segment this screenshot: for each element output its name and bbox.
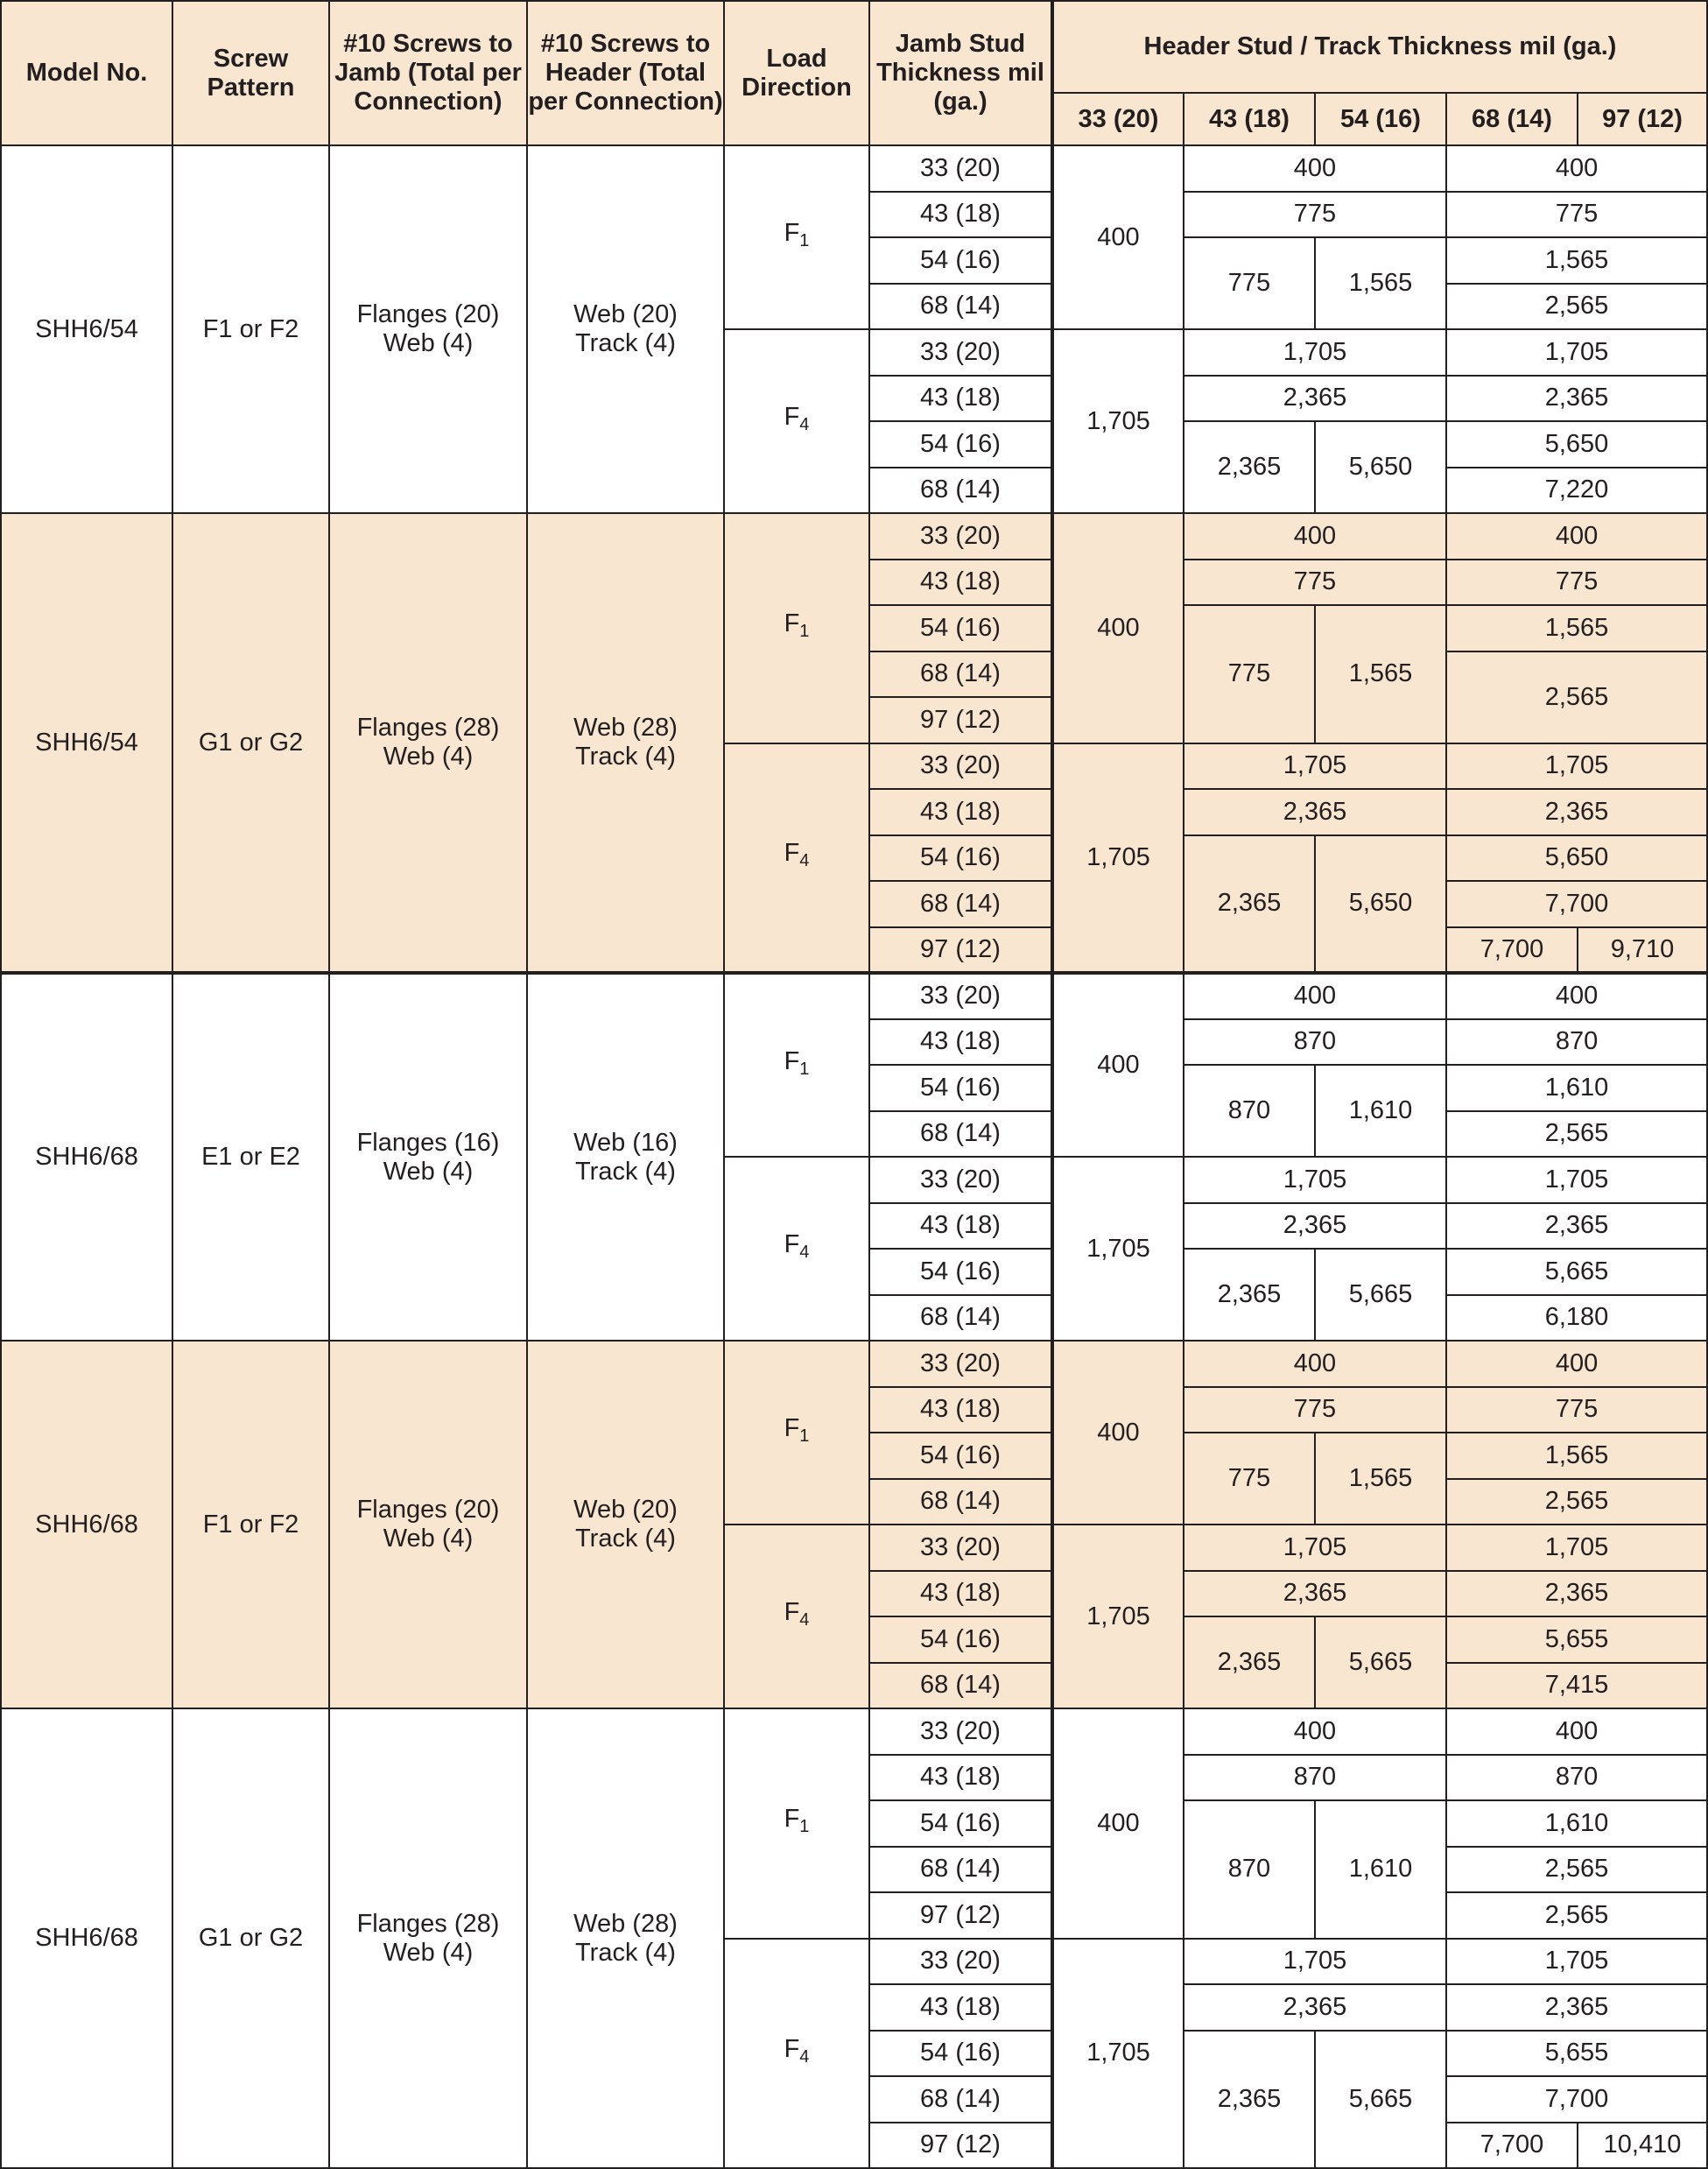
value-68-97-cell: 7,220 <box>1446 468 1707 514</box>
value-33-cell: 400 <box>1052 513 1184 743</box>
jamb-thickness-cell: 97 (12) <box>869 927 1052 974</box>
jamb-thickness-cell: 54 (16) <box>869 237 1052 284</box>
jamb-line: Flanges (20) <box>356 1496 500 1524</box>
jamb-thickness-cell: 68 (14) <box>869 881 1052 927</box>
table-row <box>1 513 1707 560</box>
value-43-cell: 2,365 <box>1184 421 1315 513</box>
jamb-line: Web (4) <box>383 1157 474 1186</box>
jamb-thickness-cell: 33 (20) <box>869 1939 1052 1985</box>
value-68-97-cell: 1,565 <box>1446 237 1707 284</box>
value-43-54-cell: 1,705 <box>1184 743 1446 790</box>
jamb-thickness-cell: 43 (18) <box>869 1984 1052 2031</box>
value-68-97-cell: 2,365 <box>1446 789 1707 835</box>
header-line: Track (4) <box>575 1938 676 1967</box>
jamb-thickness-cell: 43 (18) <box>869 1387 1052 1433</box>
header-gauge: 68 (14) <box>1446 93 1578 145</box>
value-68-97-cell: 2,565 <box>1446 1892 1707 1939</box>
jamb-thickness-cell: 54 (16) <box>869 1065 1052 1111</box>
load-direction-cell <box>724 973 869 1157</box>
value-43-cell: 2,365 <box>1184 835 1315 974</box>
jamb-thickness-cell: 33 (20) <box>869 329 1052 376</box>
jamb-thickness-cell: 43 (18) <box>869 192 1052 238</box>
load-direction-cell <box>724 513 869 743</box>
value-43-cell: 775 <box>1184 1433 1315 1525</box>
header-line: Track (4) <box>575 1525 676 1553</box>
value-68-97-cell: 400 <box>1446 513 1707 560</box>
value-68-97-cell: 1,705 <box>1446 1525 1707 1571</box>
load-direction-label: F <box>784 1414 800 1442</box>
value-68-97-cell: 2,565 <box>1446 1479 1707 1525</box>
load-direction-subscript: 1 <box>799 1426 810 1446</box>
load-direction-subscript: 4 <box>799 2046 810 2067</box>
load-direction-subscript: 1 <box>799 1059 810 1079</box>
value-68-cell: 7,700 <box>1446 927 1578 974</box>
value-43-54-cell: 400 <box>1184 1708 1446 1755</box>
load-direction-label: F <box>784 1805 800 1834</box>
value-68-97-cell: 6,180 <box>1446 1295 1707 1342</box>
value-68-97-cell: 1,705 <box>1446 1939 1707 1985</box>
value-43-54-cell: 400 <box>1184 145 1446 192</box>
value-43-54-cell: 400 <box>1184 513 1446 560</box>
header-gauge: 54 (16) <box>1315 93 1446 145</box>
value-97-cell: 10,410 <box>1578 2123 1707 2169</box>
jamb-thickness-cell: 33 (20) <box>869 145 1052 192</box>
value-43-54-cell: 2,365 <box>1184 376 1446 422</box>
jamb-thickness-cell: 33 (20) <box>869 1525 1052 1571</box>
value-43-cell: 775 <box>1184 605 1315 743</box>
group-3 <box>1 1341 1707 1708</box>
group-2 <box>1 973 1707 1341</box>
value-43-54-cell: 2,365 <box>1184 1571 1446 1617</box>
jamb-line: Web (4) <box>383 1525 474 1553</box>
value-43-54-cell: 1,705 <box>1184 1157 1446 1203</box>
jamb-thickness-cell: 68 (14) <box>869 284 1052 330</box>
value-33-cell: 400 <box>1052 1708 1184 1939</box>
jamb-line: Flanges (16) <box>356 1128 500 1157</box>
screws-to-jamb-cell <box>329 1708 527 2168</box>
jamb-thickness-cell: 33 (20) <box>869 1157 1052 1203</box>
jamb-line: Flanges (20) <box>356 300 500 328</box>
value-68-97-cell: 2,365 <box>1446 1203 1707 1250</box>
jamb-thickness-cell: 68 (14) <box>869 1847 1052 1893</box>
jamb-line: Web (4) <box>383 1938 474 1967</box>
header-load-direction: Load Direction <box>724 1 869 145</box>
header-gauge: 33 (20) <box>1052 93 1184 145</box>
value-54-cell: 1,565 <box>1315 237 1446 329</box>
value-43-cell: 870 <box>1184 1800 1315 1939</box>
value-68-97-cell: 400 <box>1446 973 1707 1019</box>
screws-to-header-cell <box>527 145 724 513</box>
load-direction-cell <box>724 1708 869 1939</box>
value-33-cell: 1,705 <box>1052 329 1184 513</box>
jamb-thickness-cell: 54 (16) <box>869 1616 1052 1663</box>
load-direction-subscript: 1 <box>799 622 810 642</box>
table-row <box>1 1708 1707 1755</box>
value-68-97-cell: 5,650 <box>1446 421 1707 468</box>
load-direction-cell <box>724 1157 869 1341</box>
jamb-line: Flanges (28) <box>356 1909 500 1938</box>
value-54-cell: 1,610 <box>1315 1800 1446 1939</box>
screws-to-header-cell <box>527 1341 724 1708</box>
value-33-cell: 1,705 <box>1052 743 1184 974</box>
jamb-thickness-cell: 33 (20) <box>869 513 1052 560</box>
header-jamb-thickness: Jamb Stud Thickness mil (ga.) <box>869 1 1052 145</box>
header-gauge: 97 (12) <box>1578 93 1707 145</box>
jamb-thickness-cell: 68 (14) <box>869 651 1052 698</box>
header-line: Track (4) <box>575 329 676 357</box>
value-43-54-cell: 775 <box>1184 1387 1446 1433</box>
header-header-thickness: Header Stud / Track Thickness mil (ga.) <box>1052 1 1707 93</box>
value-68-97-cell: 775 <box>1446 560 1707 606</box>
load-direction-cell <box>724 329 869 513</box>
load-direction-cell <box>724 1939 869 2169</box>
header-line: Track (4) <box>575 743 676 771</box>
value-43-54-cell: 1,705 <box>1184 1525 1446 1571</box>
value-68-97-cell: 2,365 <box>1446 1984 1707 2031</box>
value-43-54-cell: 2,365 <box>1184 1984 1446 2031</box>
model-cell: SHH6/68 <box>1 1341 172 1708</box>
header-screws-to-jamb: #10 Screws to Jamb (Total per Connection) <box>329 1 527 145</box>
load-direction-cell <box>724 1341 869 1525</box>
jamb-thickness-cell: 54 (16) <box>869 835 1052 882</box>
value-68-97-cell: 7,700 <box>1446 2076 1707 2123</box>
value-68-97-cell: 2,565 <box>1446 1111 1707 1158</box>
value-68-97-cell: 870 <box>1446 1755 1707 1801</box>
jamb-thickness-cell: 43 (18) <box>869 560 1052 606</box>
table-row <box>1 1341 1707 1387</box>
table-row <box>1 145 1707 192</box>
value-68-97-cell: 5,665 <box>1446 1249 1707 1295</box>
screw-pattern-cell: F1 or F2 <box>172 1341 329 1708</box>
load-direction-subscript: 4 <box>799 851 810 871</box>
value-43-cell: 775 <box>1184 237 1315 329</box>
header-line: Web (20) <box>573 1496 678 1524</box>
value-54-cell: 5,665 <box>1315 2031 1446 2169</box>
value-68-97-cell: 5,655 <box>1446 1616 1707 1663</box>
value-43-54-cell: 400 <box>1184 1341 1446 1387</box>
value-33-cell: 400 <box>1052 973 1184 1157</box>
value-43-54-cell: 400 <box>1184 973 1446 1019</box>
value-43-54-cell: 775 <box>1184 560 1446 606</box>
load-direction-label: F <box>784 1598 800 1626</box>
jamb-thickness-cell: 54 (16) <box>869 2031 1052 2077</box>
header-line: Web (28) <box>573 1909 678 1938</box>
value-33-cell: 1,705 <box>1052 1157 1184 1341</box>
header-screw-pattern: Screw Pattern <box>172 1 329 145</box>
value-68-97-cell: 5,650 <box>1446 835 1707 882</box>
value-43-cell: 2,365 <box>1184 1249 1315 1341</box>
screw-pattern-cell: F1 or F2 <box>172 145 329 513</box>
jamb-thickness-cell: 33 (20) <box>869 1708 1052 1755</box>
screws-to-header-cell <box>527 513 724 973</box>
value-68-97-cell: 2,365 <box>1446 376 1707 422</box>
group-1 <box>1 513 1707 973</box>
jamb-thickness-cell: 97 (12) <box>869 697 1052 743</box>
header-line: Track (4) <box>575 1157 676 1186</box>
load-direction-label: F <box>784 609 800 638</box>
screw-pattern-cell: E1 or E2 <box>172 973 329 1341</box>
group-4 <box>1 1708 1707 2168</box>
header-screws-to-header: #10 Screws to Header (Total per Connection) <box>527 1 724 145</box>
jamb-thickness-cell: 43 (18) <box>869 1203 1052 1250</box>
screw-pattern-cell: G1 or G2 <box>172 513 329 973</box>
load-direction-label: F <box>784 839 800 868</box>
value-54-cell: 5,665 <box>1315 1249 1446 1341</box>
jamb-thickness-cell: 54 (16) <box>869 421 1052 468</box>
jamb-thickness-cell: 97 (12) <box>869 2123 1052 2169</box>
value-54-cell: 5,650 <box>1315 835 1446 974</box>
jamb-line: Web (4) <box>383 329 474 357</box>
jamb-line: Web (4) <box>383 743 474 771</box>
table-row <box>1 973 1707 1019</box>
value-54-cell: 1,565 <box>1315 605 1446 743</box>
value-68-97-cell: 775 <box>1446 1387 1707 1433</box>
load-direction-cell <box>724 145 869 329</box>
load-direction-cell <box>724 1525 869 1708</box>
jamb-thickness-cell: 33 (20) <box>869 1341 1052 1387</box>
jamb-thickness-cell: 68 (14) <box>869 1295 1052 1342</box>
jamb-thickness-cell: 68 (14) <box>869 1479 1052 1525</box>
value-43-54-cell: 2,365 <box>1184 789 1446 835</box>
load-direction-subscript: 1 <box>799 231 810 250</box>
screw-pattern-cell: G1 or G2 <box>172 1708 329 2168</box>
value-68-97-cell: 1,610 <box>1446 1800 1707 1847</box>
value-43-54-cell: 2,365 <box>1184 1203 1446 1250</box>
header-gauge: 43 (18) <box>1184 93 1315 145</box>
load-direction-label: F <box>784 1046 800 1075</box>
value-68-97-cell: 2,565 <box>1446 284 1707 330</box>
screws-to-header-cell <box>527 973 724 1341</box>
header-line: Web (20) <box>573 300 678 328</box>
value-68-97-cell: 1,565 <box>1446 605 1707 651</box>
value-33-cell: 400 <box>1052 145 1184 329</box>
value-68-97-cell: 7,415 <box>1446 1663 1707 1709</box>
value-43-cell: 2,365 <box>1184 2031 1315 2169</box>
value-33-cell: 400 <box>1052 1341 1184 1525</box>
value-68-97-cell: 1,705 <box>1446 329 1707 376</box>
value-68-97-cell: 5,655 <box>1446 2031 1707 2077</box>
value-97-cell: 9,710 <box>1578 927 1707 974</box>
value-68-97-cell: 400 <box>1446 145 1707 192</box>
value-68-cell: 7,700 <box>1446 2123 1578 2169</box>
jamb-thickness-cell: 33 (20) <box>869 973 1052 1019</box>
jamb-thickness-cell: 43 (18) <box>869 1571 1052 1617</box>
jamb-thickness-cell: 43 (18) <box>869 1755 1052 1801</box>
value-33-cell: 1,705 <box>1052 1525 1184 1708</box>
value-43-cell: 2,365 <box>1184 1616 1315 1708</box>
value-68-97-cell: 400 <box>1446 1708 1707 1755</box>
value-54-cell: 1,565 <box>1315 1433 1446 1525</box>
value-54-cell: 5,665 <box>1315 1616 1446 1708</box>
value-68-97-cell: 1,705 <box>1446 743 1707 790</box>
value-68-97-cell: 1,705 <box>1446 1157 1707 1203</box>
value-68-97-cell: 2,365 <box>1446 1571 1707 1617</box>
jamb-line: Flanges (28) <box>356 714 500 742</box>
model-cell: SHH6/68 <box>1 973 172 1341</box>
value-68-97-cell: 400 <box>1446 1341 1707 1387</box>
value-54-cell: 5,650 <box>1315 421 1446 513</box>
value-43-54-cell: 870 <box>1184 1019 1446 1066</box>
header-line: Web (28) <box>573 714 678 742</box>
load-direction-subscript: 4 <box>799 415 810 434</box>
load-direction-label: F <box>784 403 800 431</box>
value-68-97-cell: 1,610 <box>1446 1065 1707 1111</box>
value-68-97-cell: 2,565 <box>1446 651 1707 743</box>
screws-to-jamb-cell <box>329 145 527 513</box>
jamb-thickness-cell: 68 (14) <box>869 1111 1052 1158</box>
jamb-thickness-cell: 54 (16) <box>869 1433 1052 1479</box>
load-direction-cell <box>724 743 869 974</box>
screws-to-jamb-cell <box>329 513 527 973</box>
load-direction-subscript: 4 <box>799 1243 810 1262</box>
value-54-cell: 1,610 <box>1315 1065 1446 1157</box>
jamb-thickness-cell: 43 (18) <box>869 789 1052 835</box>
jamb-thickness-cell: 97 (12) <box>869 1892 1052 1939</box>
jamb-thickness-cell: 33 (20) <box>869 743 1052 790</box>
load-direction-subscript: 4 <box>799 1610 810 1630</box>
value-68-97-cell: 2,565 <box>1446 1847 1707 1893</box>
load-direction-label: F <box>784 219 800 247</box>
value-43-54-cell: 1,705 <box>1184 1939 1446 1985</box>
load-direction-subscript: 1 <box>799 1817 810 1837</box>
jamb-thickness-cell: 68 (14) <box>869 1663 1052 1709</box>
load-direction-label: F <box>784 1230 800 1258</box>
jamb-thickness-cell: 43 (18) <box>869 1019 1052 1066</box>
group-0 <box>1 145 1707 513</box>
model-cell: SHH6/68 <box>1 1708 172 2168</box>
model-cell: SHH6/54 <box>1 145 172 513</box>
jamb-thickness-cell: 54 (16) <box>869 1249 1052 1295</box>
value-43-54-cell: 870 <box>1184 1755 1446 1801</box>
jamb-thickness-cell: 54 (16) <box>869 605 1052 651</box>
value-68-97-cell: 7,700 <box>1446 881 1707 927</box>
load-direction-label: F <box>784 2034 800 2063</box>
value-68-97-cell: 870 <box>1446 1019 1707 1066</box>
value-33-cell: 1,705 <box>1052 1939 1184 2169</box>
value-43-54-cell: 1,705 <box>1184 329 1446 376</box>
value-68-97-cell: 1,565 <box>1446 1433 1707 1479</box>
value-68-97-cell: 775 <box>1446 192 1707 238</box>
jamb-thickness-cell: 43 (18) <box>869 376 1052 422</box>
jamb-thickness-cell: 68 (14) <box>869 2076 1052 2123</box>
screws-to-jamb-cell <box>329 1341 527 1708</box>
screws-to-header-cell <box>527 1708 724 2168</box>
value-43-cell: 870 <box>1184 1065 1315 1157</box>
model-cell: SHH6/54 <box>1 513 172 973</box>
screws-to-jamb-cell <box>329 973 527 1341</box>
jamb-thickness-cell: 68 (14) <box>869 468 1052 514</box>
jamb-thickness-cell: 54 (16) <box>869 1800 1052 1847</box>
value-43-54-cell: 775 <box>1184 192 1446 238</box>
header-line: Web (16) <box>573 1128 678 1157</box>
header-model: Model No. <box>1 1 172 145</box>
